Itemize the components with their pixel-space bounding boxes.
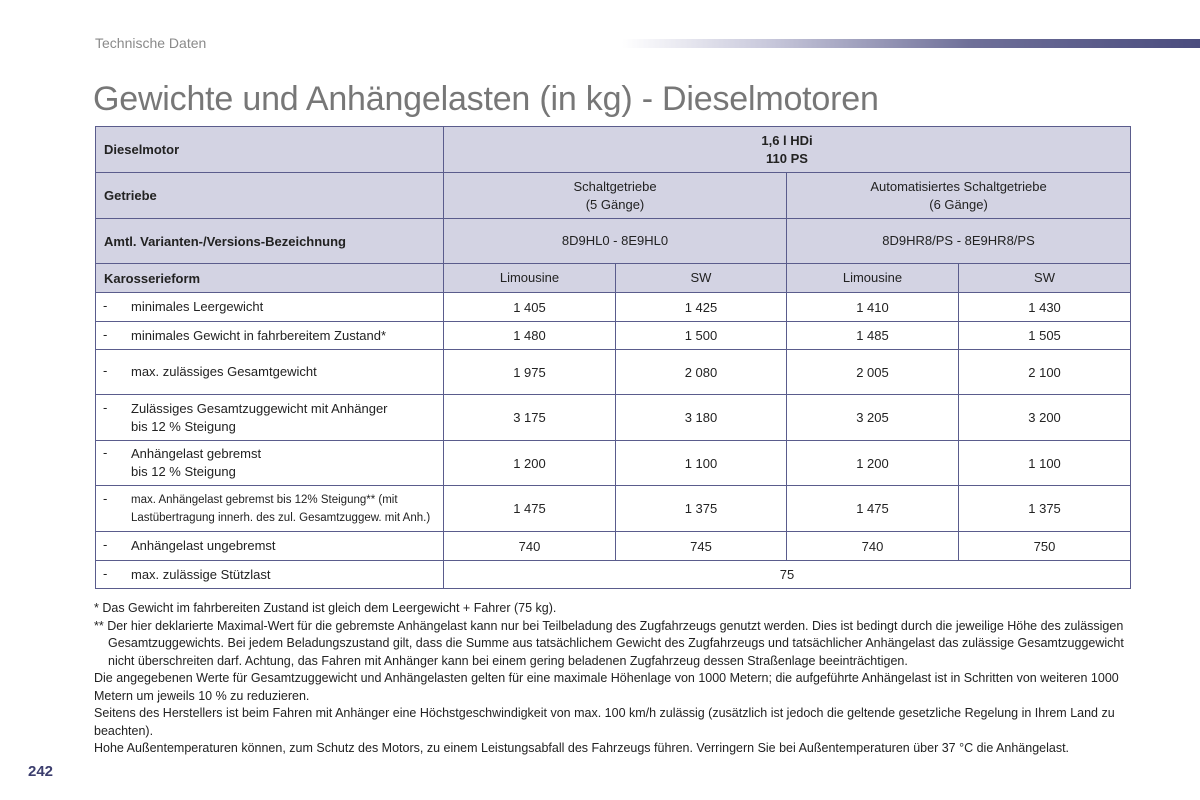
row-label-text xyxy=(131,400,388,436)
page-number: 242 xyxy=(28,763,54,780)
gearbox-manual-gears: (5 Gänge) xyxy=(585,196,645,212)
value-cell: 745 xyxy=(616,532,787,561)
engine-cell xyxy=(444,127,1131,173)
footnote-1: * Das Gewicht im fahrbereiten Zustand ist gleich dem Leergewicht + Fahrer (75 kg). xyxy=(94,601,557,615)
value-cell: 1 375 xyxy=(959,486,1131,532)
value-cell: 3 200 xyxy=(959,395,1131,441)
engine-power: 110 PS xyxy=(766,150,808,166)
value-cell: 1 975 xyxy=(444,350,616,395)
engine-label: Dieselmotor xyxy=(96,127,444,173)
value-cell: 3 175 xyxy=(444,395,616,441)
row-label xyxy=(96,561,444,589)
value-cell: 2 100 xyxy=(959,350,1131,395)
value-cell: 1 425 xyxy=(616,293,787,322)
page-title: Gewichte und Anhängelasten (in kg) - Dieselmotoren xyxy=(93,80,879,118)
gearbox-label: Getriebe xyxy=(96,173,444,219)
table-row xyxy=(96,532,1131,561)
value-cell: 2 080 xyxy=(616,350,787,395)
value-cell: 1 430 xyxy=(959,293,1131,322)
row-label-line1: max. Anhängelast gebremst bis 12% Steigung** (mit xyxy=(131,493,398,506)
value-cell: 2 005 xyxy=(787,350,959,395)
variant-manual: 8D9HL0 - 8E9HL0 xyxy=(444,219,787,264)
row-label-line1: Zulässiges Gesamtzuggewicht mit Anhänger xyxy=(131,400,388,416)
row-dash: - xyxy=(103,363,108,378)
value-cell: 1 505 xyxy=(959,322,1131,350)
table-row-engine xyxy=(96,127,1131,173)
engine-name: 1,6 l HDi xyxy=(761,132,813,148)
row-label-text xyxy=(131,491,430,527)
table-row xyxy=(96,441,1131,486)
table-row xyxy=(96,561,1131,589)
note-temperature: Hohe Außentemperaturen können, zum Schutz des Motors, zu einem Leistungsabfall des Fahrzeugs führen. Verringern Sie bei Außentemperaturen über 37 °C die Anhängelast. xyxy=(94,741,1070,755)
row-label-line1: Anhängelast gebremst xyxy=(131,446,262,461)
value-cell: 1 405 xyxy=(444,293,616,322)
table-row xyxy=(96,486,1131,532)
variant-automated: 8D9HR8/PS - 8E9HR8/PS xyxy=(787,219,1131,264)
row-label xyxy=(96,441,444,486)
table-row-variants xyxy=(96,219,1131,264)
row-label-text: max. zulässiges Gesamtgewicht xyxy=(131,364,317,379)
value-cell: 740 xyxy=(444,532,616,561)
value-cell: 1 480 xyxy=(444,322,616,350)
header-gradient-bar xyxy=(622,39,1200,48)
value-cell: 740 xyxy=(787,532,959,561)
value-cell: 1 485 xyxy=(787,322,959,350)
gearbox-manual-name: Schaltgetriebe xyxy=(573,178,657,194)
body-label: Karosserieform xyxy=(96,264,444,293)
row-label xyxy=(96,395,444,441)
note-altitude: Die angegebenen Werte für Gesamtzuggewicht und Anhängelasten gelten für eine maximale Höhenlage von 1000 Metern; die aufgeführte Anhängelast ist in Schritten von weiteren 1000 Metern um jeweils 10 % zu reduzieren. xyxy=(94,671,1119,703)
row-label xyxy=(96,532,444,561)
body-cell: Limousine xyxy=(787,264,959,293)
row-label xyxy=(96,486,444,532)
row-label xyxy=(96,322,444,350)
table-row xyxy=(96,322,1131,350)
value-cell: 3 180 xyxy=(616,395,787,441)
row-label xyxy=(96,293,444,322)
section-heading: Technische Daten xyxy=(95,35,207,51)
row-dash: - xyxy=(103,399,108,415)
row-label-text: minimales Gewicht in fahrbereitem Zustand* xyxy=(131,327,387,343)
value-cell: 1 500 xyxy=(616,322,787,350)
value-cell-merged: 75 xyxy=(444,561,1131,589)
value-cell: 1 100 xyxy=(959,441,1131,486)
value-cell: 1 200 xyxy=(787,441,959,486)
row-dash: - xyxy=(103,537,108,552)
table-row xyxy=(96,293,1131,322)
row-label-text xyxy=(131,445,261,481)
table-row xyxy=(96,350,1131,395)
row-label-line2: Lastübertragung innerh. des zul. Gesamtzuggew. mit Anh.) xyxy=(131,511,431,524)
gearbox-automated-name: Automatisiertes Schaltgetriebe xyxy=(870,178,1047,194)
row-dash: - xyxy=(103,565,108,581)
footnote-2: ** Der hier deklarierte Maximal-Wert für die gebremste Anhängelast kann nur bei Teilbeladung des Zugfahrzeugs genutzt werden. Dies ist bedingt durch die jeweilige Höhe des zulässigen Gesamtzuggewichts. Bei jedem Beladungszustand gilt, dass die Summe aus tatsächlichem Gewicht des Zugfahrzeugs und tatsächlicher Anhängelast das zulässige Gesamtzuggewicht nicht überschreiten darf. Achtung, das Fahren mit Anhänger kann bei einem gering beladenen Zugfahrzeug dessen Straßenlage beeinträchtigen. xyxy=(94,618,1124,668)
footnotes xyxy=(94,600,1134,758)
row-label-line2: bis 12 % Steigung xyxy=(131,418,236,434)
value-cell: 1 475 xyxy=(444,486,616,532)
row-dash: - xyxy=(103,298,108,313)
row-dash: - xyxy=(103,490,108,506)
table-row-body xyxy=(96,264,1131,293)
weights-table xyxy=(95,126,1131,589)
value-cell: 1 475 xyxy=(787,486,959,532)
gearbox-manual xyxy=(444,173,787,219)
row-label-text: max. zulässige Stützlast xyxy=(131,566,271,582)
value-cell: 750 xyxy=(959,532,1131,561)
row-dash: - xyxy=(103,445,108,460)
row-label xyxy=(96,350,444,395)
row-label-text: minimales Leergewicht xyxy=(131,299,264,314)
value-cell: 1 375 xyxy=(616,486,787,532)
gearbox-automated xyxy=(787,173,1131,219)
row-label-text: Anhängelast ungebremst xyxy=(131,538,276,553)
body-cell: SW xyxy=(959,264,1131,293)
row-label-line2: bis 12 % Steigung xyxy=(131,464,236,479)
value-cell: 3 205 xyxy=(787,395,959,441)
note-speed: Seitens des Herstellers ist beim Fahren mit Anhänger eine Höchstgeschwindigkeit von max. 100 km/h zulässig (zusätzlich ist jedoch die geltende gesetzliche Regelung in Ihrem Land zu beachten). xyxy=(94,706,1115,738)
body-cell: Limousine xyxy=(444,264,616,293)
table-row xyxy=(96,395,1131,441)
value-cell: 1 410 xyxy=(787,293,959,322)
row-dash: - xyxy=(103,326,108,342)
table-row-gearbox xyxy=(96,173,1131,219)
gearbox-automated-gears: (6 Gänge) xyxy=(929,196,988,212)
value-cell: 1 100 xyxy=(616,441,787,486)
variant-label: Amtl. Varianten-/Versions-Bezeichnung xyxy=(96,219,444,264)
value-cell: 1 200 xyxy=(444,441,616,486)
body-cell: SW xyxy=(616,264,787,293)
